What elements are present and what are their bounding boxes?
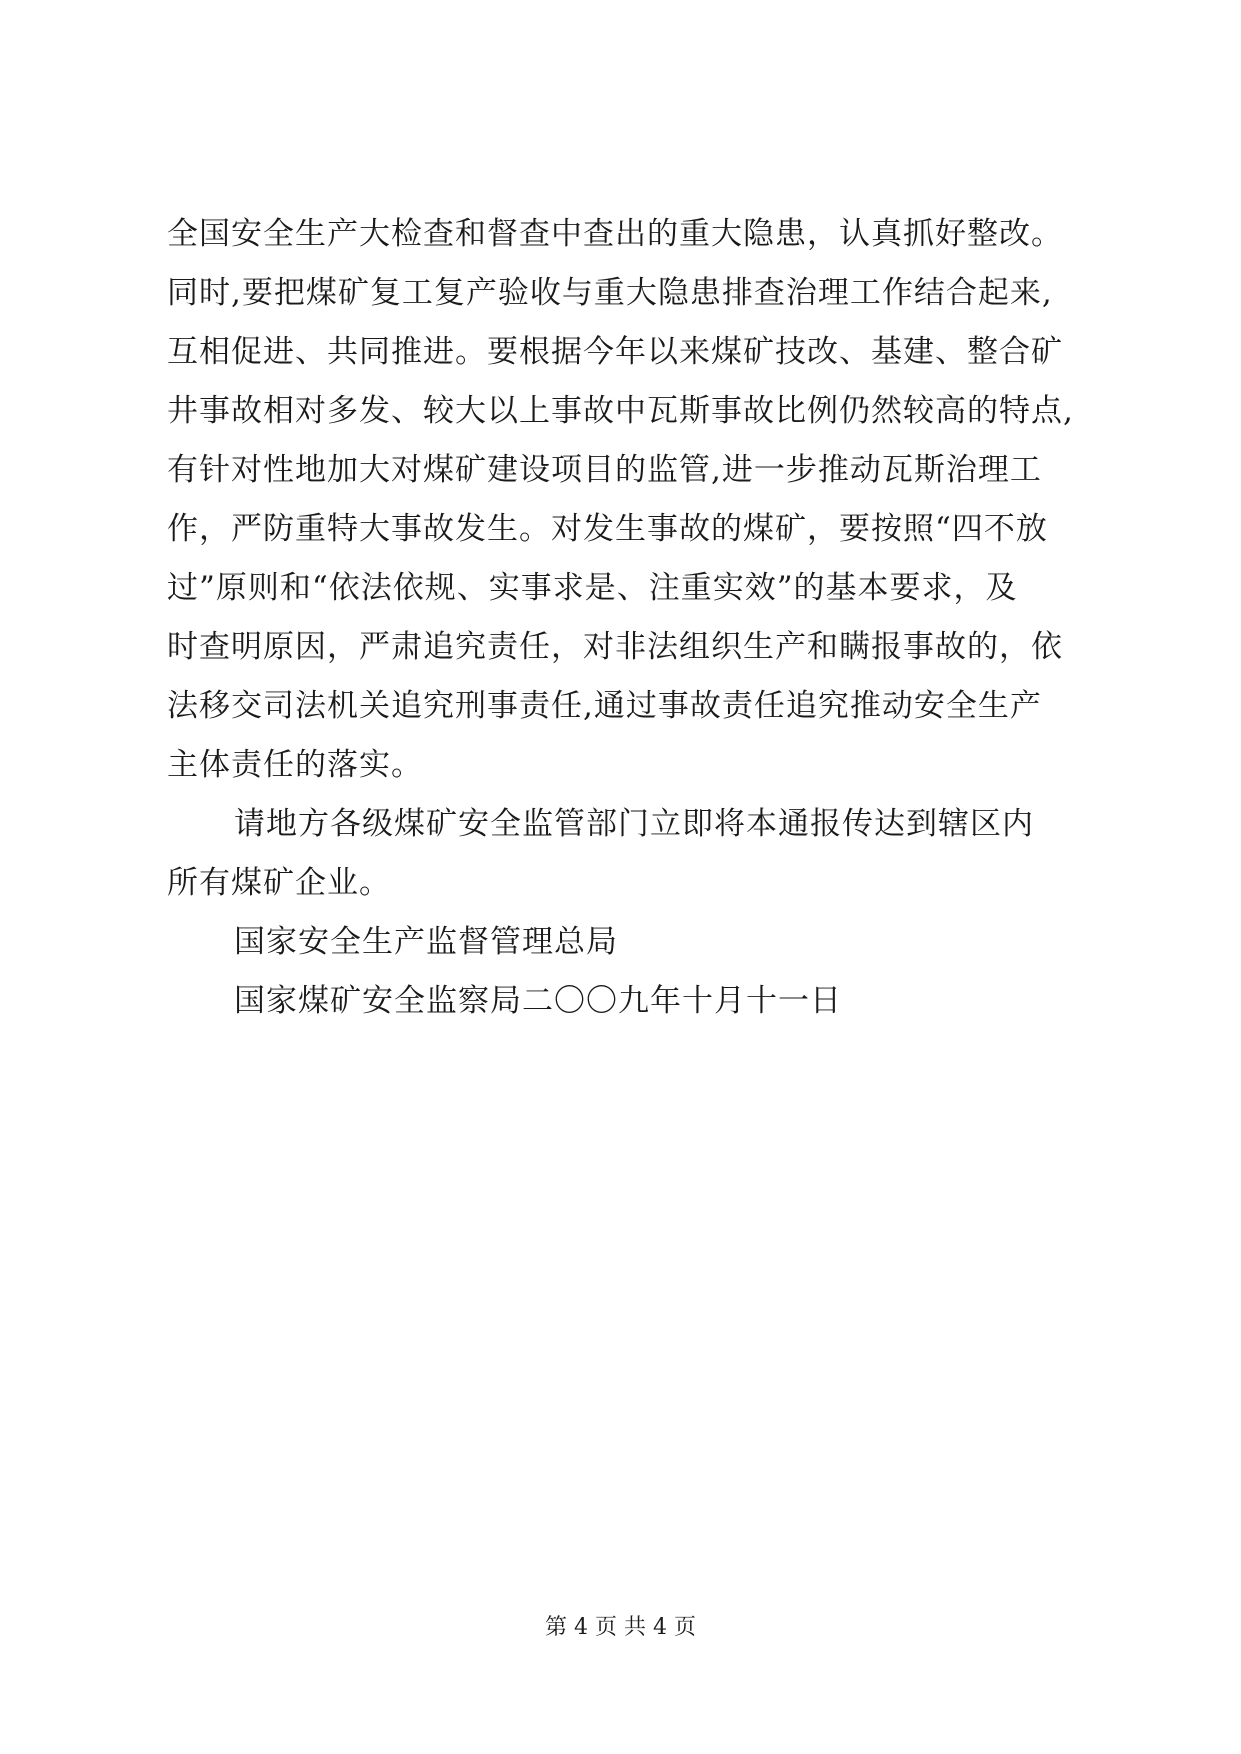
signature-issuer-1: 国家安全生产监督管理总局 [234, 924, 618, 960]
body-line-6: 作，严防重特大事故发生。对发生事故的煤矿，要按照“四不放 [167, 511, 1048, 547]
body-line-2: 同时,要把煤矿复工复产验收与重大隐患排查治理工作结合起来, [167, 275, 1053, 311]
body-line-5: 有针对性地加大对煤矿建设项目的监管,进一步推动瓦斯治理工 [167, 452, 1042, 488]
body-line-4: 井事故相对多发、较大以上事故中瓦斯事故比例仍然较高的特点, [167, 393, 1074, 429]
signature-issuer-2-date: 国家煤矿安全监察局二〇〇九年十月十一日 [234, 983, 842, 1019]
body-line-9: 法移交司法机关追究刑事责任,通过事故责任追究推动安全生产 [167, 688, 1042, 724]
body-line-10: 主体责任的落实。 [167, 747, 423, 783]
body-line-3: 互相促进、共同推进。要根据今年以来煤矿技改、基建、整合矿 [167, 334, 1063, 370]
body-line-12: 所有煤矿企业。 [167, 865, 391, 901]
body-line-8: 时查明原因，严肃追究责任，对非法组织生产和瞒报事故的，依 [167, 629, 1063, 665]
page-number-footer: 第 4 页 共 4 页 [545, 1615, 696, 1640]
body-line-11: 请地方各级煤矿安全监管部门立即将本通报传达到辖区内 [234, 806, 1034, 842]
body-line-1: 全国安全生产大检查和督查中查出的重大隐患，认真抓好整改。 [167, 216, 1063, 252]
body-line-7: 过”原则和“依法依规、实事求是、注重实效”的基本要求，及 [167, 570, 1018, 606]
